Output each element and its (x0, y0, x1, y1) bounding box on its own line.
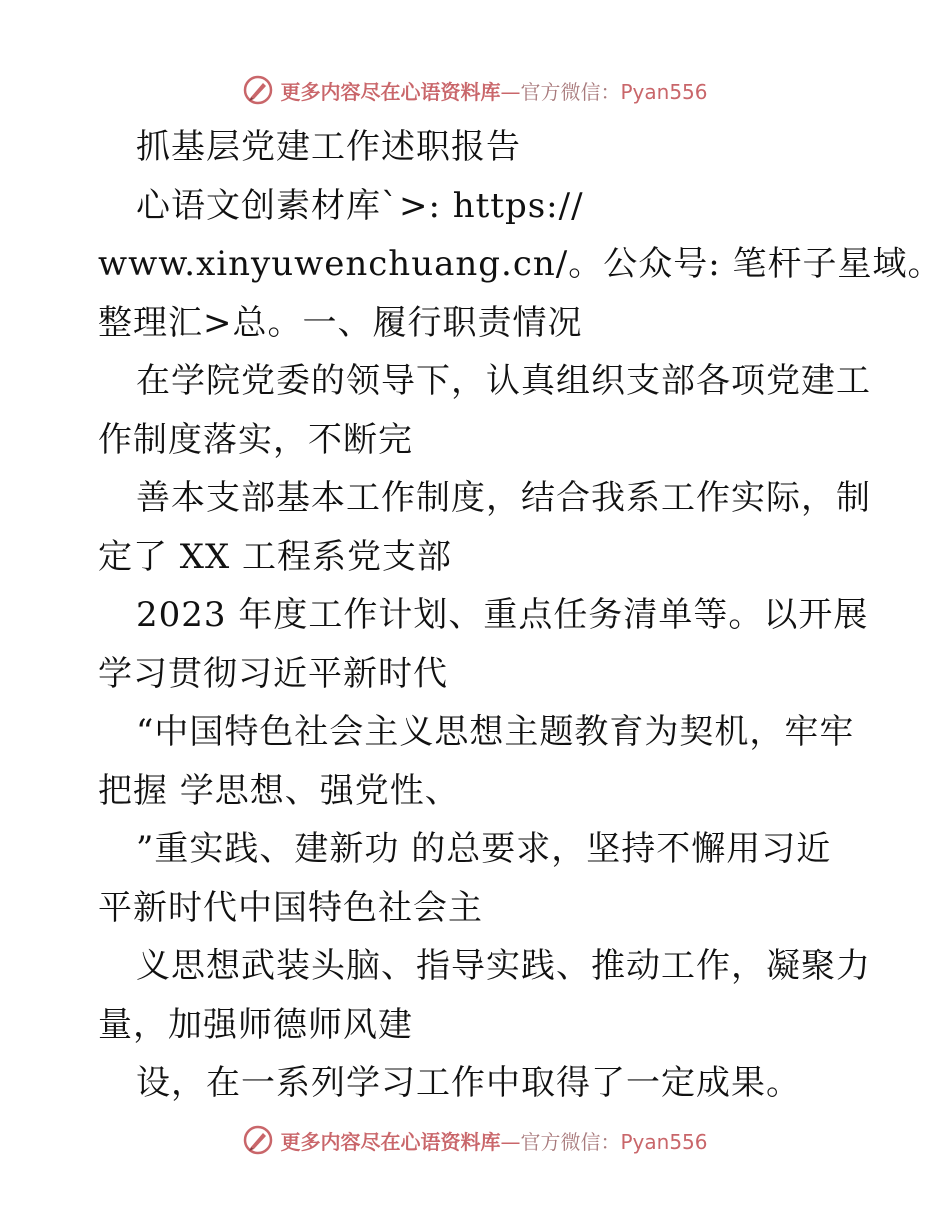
pen-logo-icon (242, 1124, 274, 1156)
footer-separator: — (500, 1129, 521, 1154)
footer-wechat-label: 官方微信： (520, 1129, 621, 1154)
paragraph-line: 学习贯彻习近平新时代 (98, 653, 448, 694)
paragraph-line: www.xinyuwenchuang.cn/。公众号: 笔杆子星域。 (98, 244, 943, 284)
footer-banner-content (242, 1124, 707, 1156)
paragraph-line: 2023 年度工作计划、重点任务清单等。以开展 (136, 595, 869, 635)
header-separator: — (500, 79, 521, 104)
header-banner-content (242, 74, 707, 106)
document-body (98, 118, 943, 1113)
paragraph-line: 定了 XX 工程系党支部 (98, 536, 453, 577)
header-wechat-id: Pyan556 (620, 79, 708, 104)
paragraph-line: 量，加强师德师风建 (98, 1004, 413, 1045)
footer-banner-text (280, 1126, 707, 1155)
paragraph-line: 在学院党委的领导下，认真组织支部各项党建工 (136, 361, 871, 401)
paragraph-line: 作制度落实，不断完 (98, 419, 413, 460)
paragraph-line: ”重实践、建新功 的总要求，坚持不懈用习近 (136, 829, 832, 869)
paragraph-line: 平新时代中国特色社会主 (98, 887, 483, 928)
header-banner-text (280, 76, 707, 105)
paragraph-line: 整理汇>总。一、履行职责情况 (98, 302, 583, 343)
footer-wechat-id: Pyan556 (620, 1129, 708, 1154)
paragraph-line: 设，在一系列学习工作中取得了一定成果。 (136, 1063, 801, 1103)
paragraph-line: 义思想武装头脑、指导实践、推动工作，凝聚力 (136, 946, 871, 986)
paragraph-line: 把握 学思想、强党性、 (98, 770, 460, 811)
footer-brand: 更多内容尽在心语资料库 (280, 1129, 501, 1154)
paragraph-line: 心语文创素材库`>: https:// (136, 185, 584, 226)
paragraph-line: “中国特色社会主义思想主题教育为契机，牢牢 (136, 712, 855, 752)
pen-logo-icon (242, 74, 274, 106)
header-brand: 更多内容尽在心语资料库 (280, 79, 501, 104)
header-banner (0, 70, 950, 110)
footer-banner (0, 1120, 950, 1160)
paragraph-line: 善本支部基本工作制度，结合我系工作实际，制 (136, 478, 871, 518)
header-wechat-label: 官方微信： (520, 79, 621, 104)
document-title: 抓基层党建工作述职报告 (136, 127, 521, 167)
